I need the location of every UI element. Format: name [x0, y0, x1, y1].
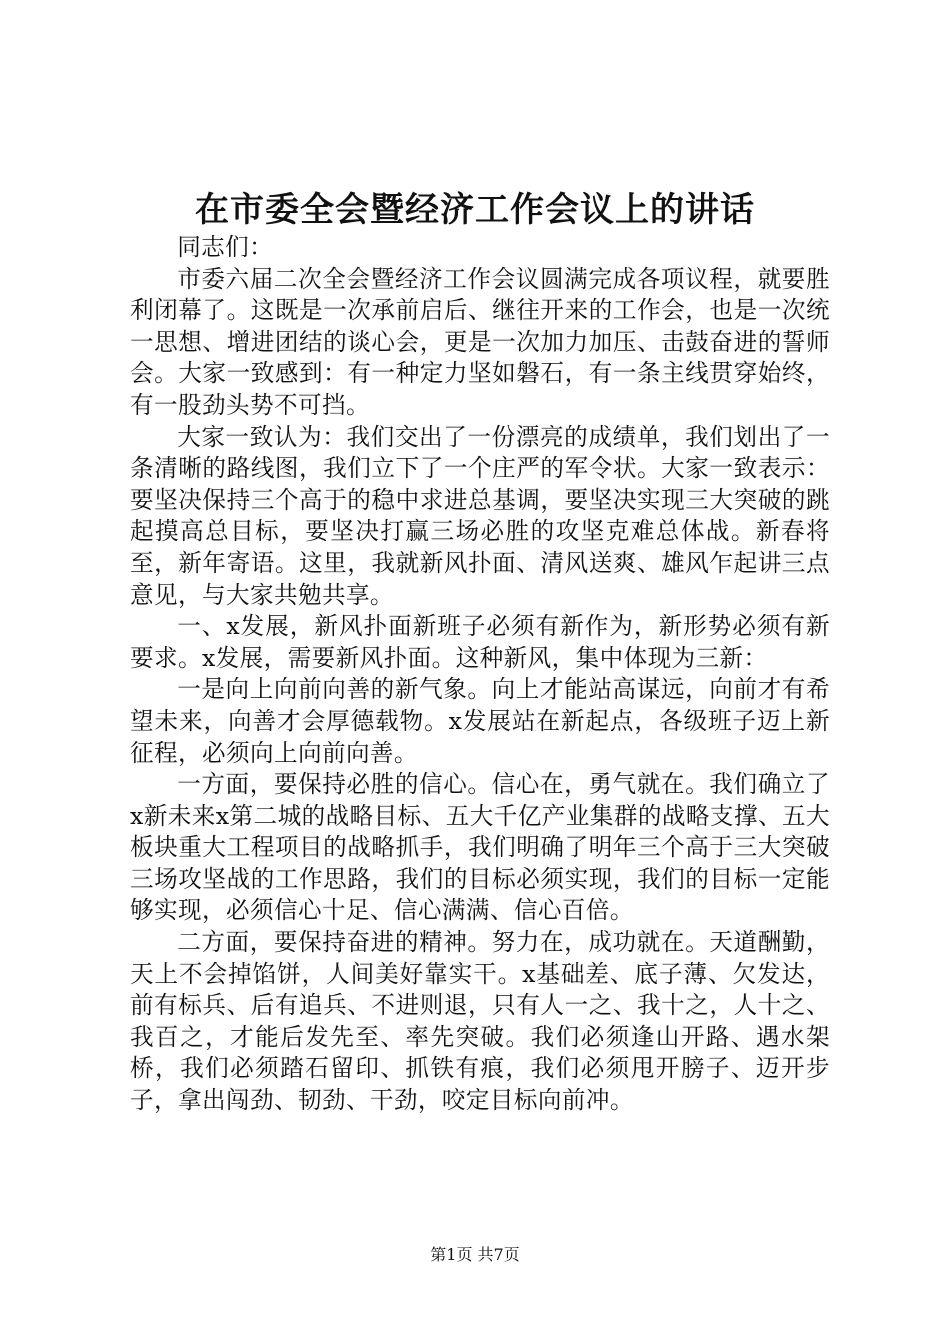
- page-footer: 第1页 共7页: [430, 1245, 520, 1264]
- document-title: 在市委全会暨经济工作会议上的讲话: [195, 190, 755, 230]
- body-paragraph: 大家一致认为：我们交出了一份漂亮的成绩单，我们划出了一条清晰的路线图，我们立下了一个庄严的军令状。大家一致表示：要坚决保持三个高于的稳中求进总基调，要坚决实现三大突破的跳起摸高总目标，要坚决打赢三场必胜的攻坚克难总体战。新春将至，新年寄语。这里，我就新风扑面、清风送爽、雄风乍起讲三点意见，与大家共勉共享。: [130, 422, 830, 609]
- body-paragraph: 一是向上向前向善的新气象。向上才能站高谋远，向前才有希望未来，向善才会厚德载物。x发展站在新起点，各级班子迈上新征程，必须向上向前向善。: [130, 675, 830, 767]
- body-paragraph: 一、x发展，新风扑面新班子必须有新作为，新形势必须有新要求。x发展，需要新风扑面。这种新风，集中体现为三新：: [130, 612, 830, 672]
- salutation-paragraph: 同志们：: [177, 233, 274, 261]
- body-paragraph: 一方面，要保持必胜的信心。信心在，勇气就在。我们确立了x新未来x第二城的战略目标、五大千亿产业集群的战略支撑、五大板块重大工程项目的战略抓手，我们明确了明年三个高于三大突破三场攻坚战的工作思路，我们的目标必须实现，我们的目标一定能够实现，必须信心十足、信心满满、信心百倍。: [130, 770, 830, 925]
- body-paragraph: 市委六届二次全会暨经济工作会议圆满完成各项议程，就要胜利闭幕了。这既是一次承前启后、继往开来的工作会，也是一次统一思想、增进团结的谈心会，更是一次加力加压、击鼓奋进的誓师会。大家一致感到：有一种定力坚如磐石，有一条主线贯穿始终，有一股劲头势不可挡。: [130, 264, 830, 419]
- document-body: [130, 232, 830, 1117]
- body-paragraph: 二方面，要保持奋进的精神。努力在，成功就在。天道酬勤，天上不会掉馅饼，人间美好靠实干。x基础差、底子薄、欠发达，前有标兵、后有追兵、不进则退，只有人一之、我十之，人十之、我百之，才能后发先至、率先突破。我们必须逢山开路、遇水架桥，我们必须踏石留印、抓铁有痕，我们必须甩开膀子、迈开步子，拿出闯劲、韧劲、干劲，咬定目标向前冲。: [130, 928, 830, 1115]
